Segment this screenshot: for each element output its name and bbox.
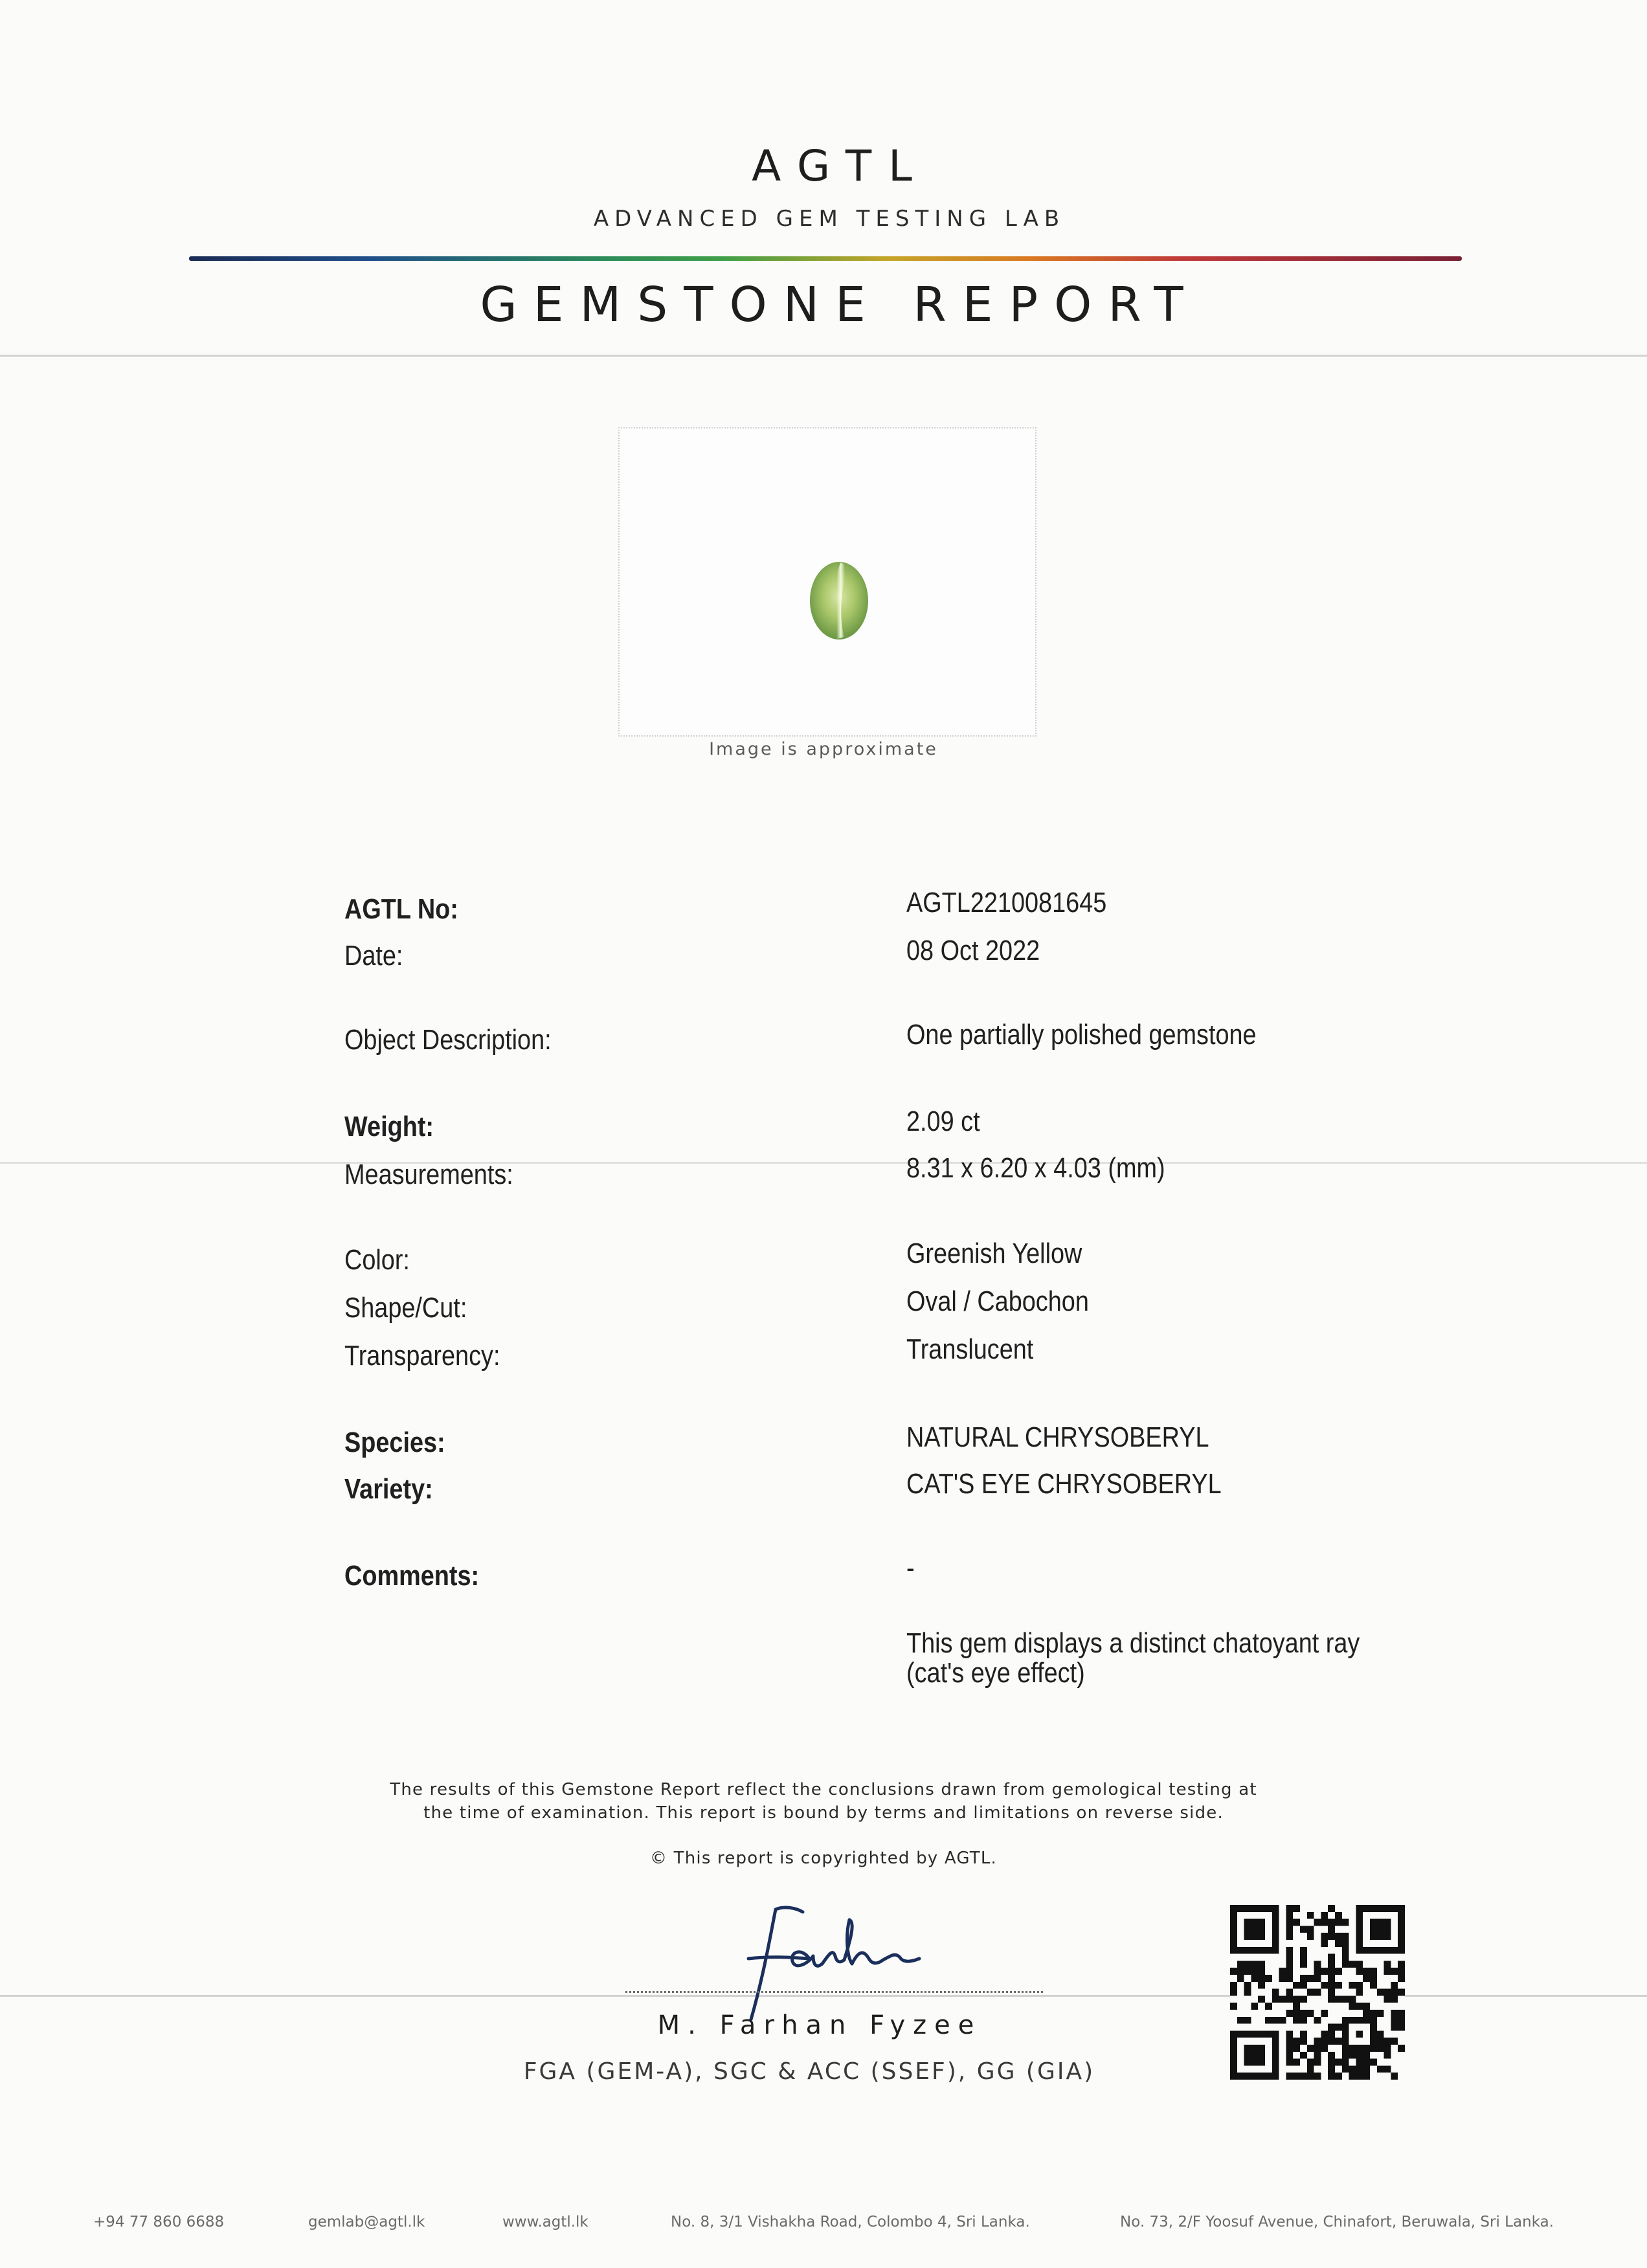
measurements-value: 8.31 x 6.20 x 4.03 (mm) xyxy=(906,1152,1165,1184)
shape-cut-value: Oval / Cabochon xyxy=(906,1285,1089,1317)
variety-label: Variety: xyxy=(344,1473,433,1505)
fold-line-middle xyxy=(0,1162,1647,1164)
report-title: GEMSTONE REPORT xyxy=(480,277,1200,333)
spectrum-divider xyxy=(189,256,1462,261)
handwritten-signature xyxy=(725,1896,939,2026)
footer-email: gemlab@agtl.lk xyxy=(308,2214,425,2230)
signature-line xyxy=(625,1991,1043,1993)
lab-name: ADVANCED GEM TESTING LAB xyxy=(593,206,1066,232)
disclaimer-line1: The results of this Gemstone Report reflect the conclusions drawn from gemological testing at xyxy=(390,1780,1257,1799)
signer-name: M. Farhan Fyzee xyxy=(657,2010,982,2040)
image-caption: Image is approximate xyxy=(709,739,938,759)
transparency-value: Translucent xyxy=(906,1333,1034,1365)
measurements-label: Measurements: xyxy=(344,1159,513,1190)
qr-code xyxy=(1230,1905,1405,2080)
color-label: Color: xyxy=(344,1244,410,1276)
footer-phone: +94 77 860 6688 xyxy=(93,2214,225,2230)
species-value: NATURAL CHRYSOBERYL xyxy=(906,1421,1209,1453)
comments-note-line1: This gem displays a distinct chatoyant ray xyxy=(906,1627,1360,1659)
object-description-value: One partially polished gemstone xyxy=(906,1019,1257,1051)
species-label: Species: xyxy=(344,1427,445,1458)
disclaimer-line2: the time of examination. This report is bound by terms and limitations on reverse side. xyxy=(423,1803,1224,1823)
footer-address-beruwala: No. 73, 2/F Yoosuf Avenue, Chinafort, Beruwala, Sri Lanka. xyxy=(1120,2214,1554,2230)
date-value: 08 Oct 2022 xyxy=(906,935,1040,966)
shape-cut-label: Shape/Cut: xyxy=(344,1292,467,1324)
weight-value: 2.09 ct xyxy=(906,1106,980,1137)
weight-label: Weight: xyxy=(344,1111,434,1142)
brand-logo-text: AGTL xyxy=(752,141,929,191)
transparency-label: Transparency: xyxy=(344,1340,500,1372)
variety-value: CAT'S EYE CHRYSOBERYL xyxy=(906,1468,1222,1500)
color-value: Greenish Yellow xyxy=(906,1238,1082,1269)
agtl-no-label: AGTL No: xyxy=(344,893,458,925)
gem-image-frame xyxy=(618,427,1036,737)
comments-note-line2: (cat's eye effect) xyxy=(906,1657,1085,1689)
object-description-label: Object Description: xyxy=(344,1024,552,1056)
comments-value: - xyxy=(906,1552,915,1584)
date-label: Date: xyxy=(344,940,403,972)
signer-credentials: FGA (GEM-A), SGC & ACC (SSEF), GG (GIA) xyxy=(523,2058,1095,2085)
agtl-no-value: AGTL2210081645 xyxy=(906,887,1107,918)
comments-label: Comments: xyxy=(344,1560,480,1592)
fold-line-top xyxy=(0,355,1647,357)
oval-cabochon-gem-icon xyxy=(807,559,871,642)
footer-address-colombo: No. 8, 3/1 Vishakha Road, Colombo 4, Sri Lanka. xyxy=(671,2214,1030,2230)
copyright-notice: © This report is copyrighted by AGTL. xyxy=(649,1849,998,1868)
footer-website: www.agtl.lk xyxy=(502,2214,588,2230)
